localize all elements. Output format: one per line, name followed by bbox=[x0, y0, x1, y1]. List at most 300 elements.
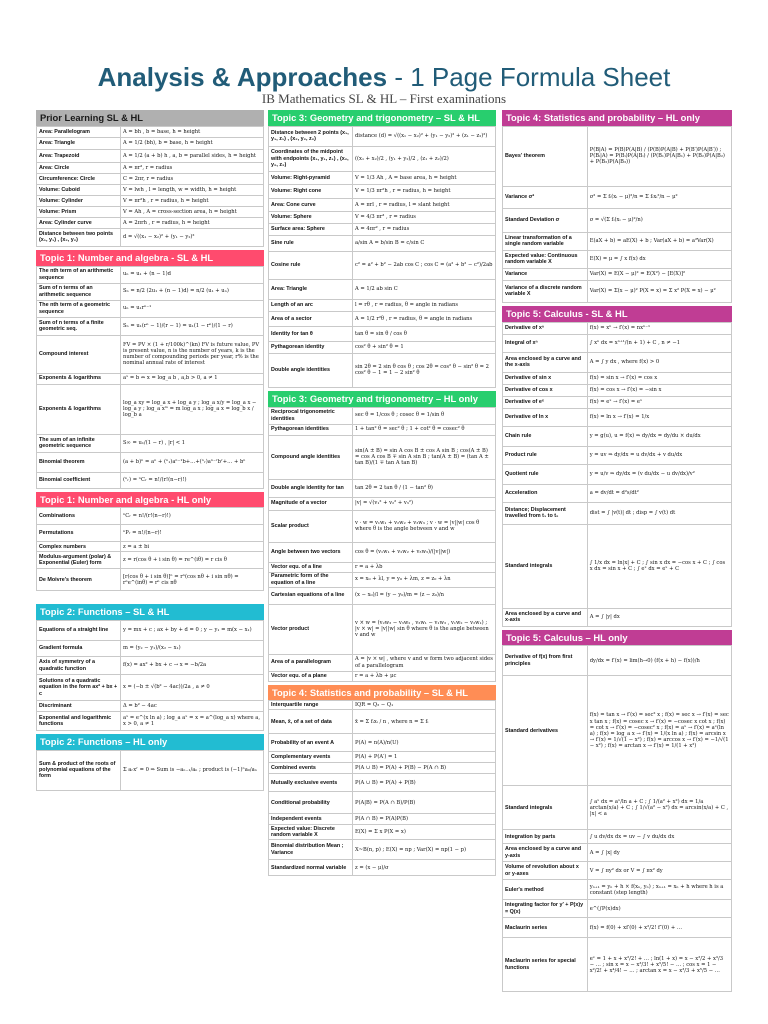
formula-expression: σ² = Σ fᵢ(xᵢ − μ)²/n = Σ fᵢxᵢ²/n − μ² bbox=[587, 186, 731, 208]
section-header: Topic 4: Statistics and probability – HL only bbox=[502, 110, 732, 126]
formula-row bbox=[503, 524, 732, 608]
formula-label: Sine rule bbox=[269, 235, 353, 251]
formula-expression: Sₙ = n/2 (2u₁ + (n − 1)d) = n/2 (u₁ + uₙ) bbox=[120, 283, 263, 300]
formula-row bbox=[269, 814, 496, 825]
formula-row bbox=[37, 508, 264, 525]
formula-expression: v × w = (v₂w₃ − v₃w₂ , v₃w₁ − v₁w₃ , v₁w₂ − v₂w₁) ; |v × w| = |v||w| sin θ where θ is the angle between v and w bbox=[352, 604, 495, 654]
formula-label: De Moivre's theorem bbox=[37, 569, 121, 591]
formula-label: Area enclosed by a curve and the x-axis bbox=[503, 352, 588, 372]
formula-expression: x = (−b ± √(b² − 4ac))/2a , a ≠ 0 bbox=[120, 675, 263, 701]
formula-row bbox=[269, 671, 496, 681]
formula-row bbox=[503, 408, 732, 426]
formula-expression: Sₙ = u₁(rⁿ − 1)/(r − 1) = u₁(1 − rⁿ)/(1 − r) bbox=[120, 317, 263, 335]
section-header: Topic 5: Calculus - SL & HL bbox=[502, 306, 732, 322]
formula-expression: V = ∫ πy² dx or V = ∫ πx² dy bbox=[587, 862, 731, 880]
column-2 bbox=[268, 110, 496, 879]
formula-row bbox=[37, 266, 264, 283]
formula-expression: z = r(cos θ + i sin θ) = re^(iθ) = r cis θ bbox=[120, 552, 263, 569]
formula-row bbox=[37, 162, 264, 173]
formula-table bbox=[268, 126, 496, 388]
formula-label: Variance σ² bbox=[503, 186, 588, 208]
formula-section bbox=[36, 604, 264, 731]
formula-table bbox=[268, 700, 496, 876]
formula-row bbox=[503, 250, 732, 268]
formula-row bbox=[269, 299, 496, 311]
formula-label: Volume of revolution about x or y-axes bbox=[503, 862, 588, 880]
formula-expression: V = 4/3 πr³ , r = radius bbox=[352, 211, 495, 223]
formula-row bbox=[269, 171, 496, 184]
formula-expression: S∞ = u₁/(1 − r) , |r| < 1 bbox=[120, 434, 263, 452]
formula-row bbox=[37, 657, 264, 675]
formula-expression: ((x₁ + x₂)/2 , (y₁ + y₂)/2 , (z₁ + z₂)/2) bbox=[352, 146, 495, 171]
formula-label: Probability of an event A bbox=[269, 734, 353, 752]
formula-section bbox=[268, 685, 496, 877]
formula-row bbox=[269, 424, 496, 435]
formula-label: Exponents & logarithms bbox=[37, 384, 121, 434]
formula-expression: C = 2πr, r = radius bbox=[120, 173, 263, 184]
formula-row bbox=[503, 676, 732, 786]
formula-label: Volume: Sphere bbox=[269, 211, 353, 223]
formula-expression: uₙ = u₁rⁿ⁻¹ bbox=[120, 300, 263, 317]
formula-expression: Var(X) = E(X − μ)² = E(X²) − [E(X)]² bbox=[587, 268, 731, 280]
formula-row bbox=[503, 372, 732, 384]
formula-label: Mean, x̄, of a set of data bbox=[269, 710, 353, 734]
formula-expression: A = 1/2 r²θ , r = radius, θ = angle in radians bbox=[352, 311, 495, 326]
formula-row bbox=[37, 675, 264, 701]
formula-row bbox=[269, 587, 496, 604]
formula-label: Binomial theorem bbox=[37, 452, 121, 472]
formula-label: Interquartile range bbox=[269, 701, 353, 710]
formula-row bbox=[503, 830, 732, 844]
formula-expression: yₙ₊₁ = yₙ + h × f(xₙ, yₙ) ; xₙ₊₁ = xₙ + h where h is a constant (step length) bbox=[587, 880, 731, 900]
formula-row bbox=[503, 938, 732, 992]
formula-row bbox=[37, 569, 264, 591]
formula-expression: A = bh , b = base, h = height bbox=[120, 126, 263, 137]
formula-label: Derivative of cos x bbox=[503, 384, 588, 396]
formula-row bbox=[269, 407, 496, 424]
formula-table bbox=[36, 266, 264, 489]
formula-label: Sum of n terms of a finite geometric seq. bbox=[37, 317, 121, 335]
column-3 bbox=[502, 110, 732, 995]
formula-table bbox=[36, 750, 264, 791]
formula-expression: (x − x₀)/l = (y − y₀)/m = (z − z₀)/n bbox=[352, 587, 495, 604]
formula-row bbox=[37, 525, 264, 542]
formula-row bbox=[269, 497, 496, 510]
formula-expression: P(B|A) = P(B)P(A|B) / (P(B)P(A|B) + P(B′)P(A|B′)) ; P(Bᵢ|A) = P(Bᵢ)P(A|Bᵢ) / (P(B₁)P(A|B₁) + P(B₂)P(A|B₂) + P(B₃)P(A|B₃)) bbox=[587, 126, 731, 186]
formula-row bbox=[269, 223, 496, 235]
formula-row bbox=[269, 734, 496, 752]
formula-expression: tan θ = sin θ / cos θ bbox=[352, 326, 495, 341]
formula-label: The nth term of an arithmetic sequence bbox=[37, 266, 121, 283]
formula-expression: P(A ∪ B) = P(A) + P(B) bbox=[352, 774, 495, 792]
page-title: Analysis & Approaches - 1 Page Formula Sheet bbox=[97, 62, 671, 92]
formula-expression: f(x) = sin x → f′(x) = cos x bbox=[587, 372, 731, 384]
formula-label: Area: Triangle bbox=[37, 137, 121, 149]
formula-expression: f(x) = f(0) + xf′(0) + x²/2! f″(0) + … bbox=[587, 918, 731, 938]
formula-label: Independent events bbox=[269, 814, 353, 825]
formula-row bbox=[37, 621, 264, 641]
formula-expression: v · w = v₁w₁ + v₂w₂ + v₃w₃ ; v · w = |v||w| cos θ where θ is the angle between v and w bbox=[352, 510, 495, 542]
formula-label: Volume: Cylinder bbox=[37, 195, 121, 206]
formula-expression: y = uv ⇒ dy/dx = u dv/dx + v du/dx bbox=[587, 446, 731, 464]
formula-label: Integration by parts bbox=[503, 830, 588, 844]
formula-expression: z = a ± bi bbox=[120, 542, 263, 552]
formula-expression: V = Ah , A = cross-section area, h = height bbox=[120, 206, 263, 217]
formula-row bbox=[503, 608, 732, 626]
formula-table bbox=[502, 126, 732, 303]
formula-expression: cos² θ + sin² θ = 1 bbox=[352, 341, 495, 353]
formula-label: Solutions of a quadratic equation in the form ax² + bx + c bbox=[37, 675, 121, 701]
formula-row bbox=[503, 208, 732, 232]
section-header: Topic 3: Geometry and trigonometry – SL & HL bbox=[268, 110, 496, 126]
formula-row bbox=[269, 825, 496, 840]
formula-row bbox=[269, 198, 496, 211]
formula-row bbox=[269, 860, 496, 876]
formula-label: Volume: Cuboid bbox=[37, 184, 121, 195]
formula-label: Permutations bbox=[37, 525, 121, 542]
formula-row bbox=[269, 126, 496, 146]
formula-row bbox=[503, 446, 732, 464]
formula-label: Standard integrals bbox=[503, 786, 588, 830]
formula-expression: tan 2θ = 2 tan θ / (1 − tan² θ) bbox=[352, 479, 495, 497]
formula-label: The sum of an infinite geometric sequence bbox=[37, 434, 121, 452]
formula-label: Sum & product of the roots of polynomial equations of the form bbox=[37, 750, 121, 790]
formula-expression: 1 + tan² θ = sec² θ ; 1 + cot² θ = cosec² θ bbox=[352, 424, 495, 435]
formula-expression: σ = √(Σ fᵢ(xᵢ − μ)²/n) bbox=[587, 208, 731, 232]
formula-row bbox=[269, 710, 496, 734]
formula-row bbox=[503, 322, 732, 334]
formula-expression: sec θ = 1/cos θ ; cosec θ = 1/sin θ bbox=[352, 407, 495, 424]
formula-expression: A = 4πr² , r = radius bbox=[352, 223, 495, 235]
formula-expression: E(X) = μ = ∫ x f(x) dx bbox=[587, 250, 731, 268]
formula-label: Quotient rule bbox=[503, 464, 588, 484]
formula-row bbox=[269, 435, 496, 479]
formula-expression: A = πr², r = radius bbox=[120, 162, 263, 173]
formula-expression: c² = a² + b² − 2ab cos C ; cos C = (a² + b² − c²)/2ab bbox=[352, 251, 495, 279]
formula-expression: Σ aᵣxʳ = 0 ⇒ Sum is −aₙ₋₁/aₙ ; product is (−1)ⁿa₀/aₙ bbox=[120, 750, 263, 790]
formula-label: Identity for tan θ bbox=[269, 326, 353, 341]
formula-label: Modulus-argument (polar) & Exponential (Euler) form bbox=[37, 552, 121, 569]
formula-expression: distance (d) = √((x₁ − x₂)² + (y₁ − y₂)² + (z₁ − z₂)²) bbox=[352, 126, 495, 146]
formula-label: Binomial distribution Mean ; Variance bbox=[269, 840, 353, 860]
formula-expression: E(X) = Σ x P(X = x) bbox=[352, 825, 495, 840]
formula-label: Exponential and logarithmic functions bbox=[37, 712, 121, 731]
formula-expression: X~B(n, p) ; E(X) = np ; Var(X) = np(1 − p) bbox=[352, 840, 495, 860]
formula-expression: log_a xy = log_a x + log_a y ; log_a x/y = log_a x − log_a y ; log_a xᵐ = m log_a x ; log_a x = log_b x / log_b a bbox=[120, 384, 263, 434]
formula-row bbox=[503, 646, 732, 676]
formula-row bbox=[503, 268, 732, 280]
section-header: Prior Learning SL & HL bbox=[36, 110, 264, 126]
formula-label: Exponents & logarithms bbox=[37, 373, 121, 384]
formula-row bbox=[37, 434, 264, 452]
formula-row bbox=[37, 195, 264, 206]
formula-expression: V = πr²h , r = radius, h = height bbox=[120, 195, 263, 206]
column-1 bbox=[36, 110, 264, 794]
formula-label: Expected value: Discrete random variable X bbox=[269, 825, 353, 840]
formula-label: Standard Deviation σ bbox=[503, 208, 588, 232]
formula-row bbox=[269, 562, 496, 572]
formula-row bbox=[269, 763, 496, 774]
formula-expression: ⁿPᵣ = n!/(n−r)! bbox=[120, 525, 263, 542]
formula-label: Distance between two points (x₁, y₁) , (x₂, y₂) bbox=[37, 228, 121, 246]
formula-label: Standardized normal variable bbox=[269, 860, 353, 876]
formula-row bbox=[503, 900, 732, 918]
formula-table bbox=[502, 645, 732, 992]
formula-row bbox=[269, 353, 496, 387]
formula-expression: FV = PV × (1 + r/100k)^(kn) FV is future value, PV is present value, n is the number of years, k is the number of compounding periods per year, r% is the nominal annual rate of interest bbox=[120, 335, 263, 373]
formula-row bbox=[269, 311, 496, 326]
formula-label: Axis of symmetry of a quadratic function bbox=[37, 657, 121, 675]
formula-label: Volume: Right cone bbox=[269, 184, 353, 198]
formula-expression: eˣ = 1 + x + x²/2! + … ; ln(1 + x) = x − x²/2 + x³/3 − … ; sin x = x − x³/3! + x⁵/5! − … ; cos x = 1 − x²/2! + x⁴/4! − … ; arctan x = x − x³/3 + x⁵/5 − … bbox=[587, 938, 731, 992]
formula-expression: V = lwh , l = length, w = width, h = height bbox=[120, 184, 263, 195]
formula-row bbox=[37, 228, 264, 246]
formula-table bbox=[502, 322, 732, 627]
formula-row bbox=[503, 918, 732, 938]
formula-label: Double angle identities bbox=[269, 353, 353, 387]
formula-row bbox=[269, 654, 496, 671]
formula-expression: A = πrl , r = radius, l = slant height bbox=[352, 198, 495, 211]
formula-row bbox=[37, 184, 264, 195]
formula-label: Cosine rule bbox=[269, 251, 353, 279]
formula-expression: P(A ∩ B) = P(A)P(B) bbox=[352, 814, 495, 825]
formula-label: Chain rule bbox=[503, 426, 588, 446]
formula-expression: f(x) = ln x → f′(x) = 1/x bbox=[587, 408, 731, 426]
formula-label: Equations of a straight line bbox=[37, 621, 121, 641]
formula-label: Area of a parallelogram bbox=[269, 654, 353, 671]
formula-expression: P(A) = n(A)/n(U) bbox=[352, 734, 495, 752]
formula-row bbox=[37, 542, 264, 552]
formula-label: Combinations bbox=[37, 508, 121, 525]
formula-expression: e^(∫P(x)dx) bbox=[587, 900, 731, 918]
formula-expression: A = |v × w| , where v and w form two adjacent sides of a parallelogram bbox=[352, 654, 495, 671]
formula-label: Area enclosed by a curve and y-axis bbox=[503, 844, 588, 862]
formula-label: Magnitude of a vector bbox=[269, 497, 353, 510]
formula-label: Expected value: Continuous random variable X bbox=[503, 250, 588, 268]
formula-row bbox=[503, 484, 732, 502]
formula-label: Derivative of f(x) from first principles bbox=[503, 646, 588, 676]
formula-expression: Δ = b² − 4ac bbox=[120, 701, 263, 712]
formula-row bbox=[269, 542, 496, 562]
formula-label: Area: Trapezoid bbox=[37, 149, 121, 162]
formula-expression: (ⁿᵣ) = ⁿCᵣ = n!/(r!(n−r)!) bbox=[120, 472, 263, 488]
formula-expression: f(x) = ax² + bx + c → x = −b/2a bbox=[120, 657, 263, 675]
formula-section bbox=[502, 630, 732, 993]
formula-label: Compound angle identities bbox=[269, 435, 353, 479]
formula-row bbox=[37, 300, 264, 317]
formula-label: The nth term of a geometric sequence bbox=[37, 300, 121, 317]
formula-expression: A = 1/2 ab sin C bbox=[352, 279, 495, 299]
formula-expression: l = rθ , r = radius, θ = angle in radians bbox=[352, 299, 495, 311]
formula-expression: f(x) = eˣ → f′(x) = eˣ bbox=[587, 396, 731, 408]
formula-label: Complex numbers bbox=[37, 542, 121, 552]
formula-expression: P(A ∪ B) = P(A) + P(B) − P(A ∩ B) bbox=[352, 763, 495, 774]
formula-expression: ∫ xⁿ dx = xⁿ⁺¹/(n + 1) + C , n ≠ −1 bbox=[587, 334, 731, 352]
formula-expression: y = g(u), u = f(x) ⇒ dy/dx = dy/du × du/dx bbox=[587, 426, 731, 446]
formula-expression: IQR = Q₃ − Q₁ bbox=[352, 701, 495, 710]
page-subtitle: IB Mathematics SL & HL – First examinations bbox=[261, 91, 507, 106]
formula-label: Coordinates of the midpoint with endpoints (x₁, y₁, z₁) , (x₂, y₂, z₂) bbox=[269, 146, 353, 171]
formula-table bbox=[268, 407, 496, 682]
section-header: Topic 1: Number and algebra - HL only bbox=[36, 492, 264, 508]
formula-section bbox=[36, 734, 264, 791]
formula-label: Integrating factor for y′ + P(x)y = Q(x) bbox=[503, 900, 588, 918]
formula-row bbox=[37, 335, 264, 373]
formula-row bbox=[269, 235, 496, 251]
formula-label: Scalar product bbox=[269, 510, 353, 542]
formula-label: Standard derivatives bbox=[503, 676, 588, 786]
section-header: Topic 2: Functions – SL & HL bbox=[36, 604, 264, 620]
formula-row bbox=[503, 232, 732, 250]
formula-label: Area: Triangle bbox=[269, 279, 353, 299]
section-header: Topic 2: Functions – HL only bbox=[36, 734, 264, 750]
formula-expression: x̄ = Σ fᵢxᵢ / n , where n = Σ fᵢ bbox=[352, 710, 495, 734]
formula-label: Circumference: Circle bbox=[37, 173, 121, 184]
formula-expression: dy/dx = f′(x) = lim(h→0) (f(x + h) − f(x))/h bbox=[587, 646, 731, 676]
formula-label: Angle between two vectors bbox=[269, 542, 353, 562]
formula-row bbox=[503, 384, 732, 396]
formula-label: Complementary events bbox=[269, 752, 353, 763]
formula-table bbox=[36, 507, 264, 591]
formula-row bbox=[269, 701, 496, 710]
formula-label: Euler's method bbox=[503, 880, 588, 900]
formula-label: Derivative of ln x bbox=[503, 408, 588, 426]
formula-row bbox=[269, 752, 496, 763]
formula-label: Pythagorean identities bbox=[269, 424, 353, 435]
formula-expression: cos θ = (v₁w₁ + v₂w₂ + v₃w₃)/(|v||w|) bbox=[352, 542, 495, 562]
formula-row bbox=[503, 880, 732, 900]
formula-row bbox=[503, 862, 732, 880]
formula-expression: P(A) + P(A′) = 1 bbox=[352, 752, 495, 763]
formula-expression: d = √((x₁ − x₂)² + (y₁ − y₂)² bbox=[120, 228, 263, 246]
formula-expression: A = ∫ y dx , where f(x) > 0 bbox=[587, 352, 731, 372]
formula-expression: r = a + λb + μc bbox=[352, 671, 495, 681]
formula-section bbox=[36, 250, 264, 489]
formula-expression: a = dv/dt = d²s/dt² bbox=[587, 484, 731, 502]
formula-row bbox=[503, 126, 732, 186]
formula-row bbox=[269, 510, 496, 542]
formula-row bbox=[269, 479, 496, 497]
formula-row bbox=[37, 126, 264, 137]
formula-row bbox=[37, 149, 264, 162]
formula-expression: A = 2πrh , r = radius, h = height bbox=[120, 217, 263, 228]
formula-expression: z = (x − μ)/σ bbox=[352, 860, 495, 876]
formula-table bbox=[36, 126, 264, 247]
formula-label: Length of an arc bbox=[269, 299, 353, 311]
formula-row bbox=[503, 280, 732, 302]
formula-row bbox=[269, 279, 496, 299]
formula-label: Variance of a discrete random variable X bbox=[503, 280, 588, 302]
formula-section bbox=[502, 306, 732, 627]
formula-row bbox=[503, 426, 732, 446]
formula-expression: f(x) = tan x → f′(x) = sec² x ; f(x) = sec x → f′(x) = sec x tan x ; f(x) = cosec x → f′(x) = −cosec x cot x ; f(x) = cot x → f′(x) = −cosec² x ; f(x) = aˣ → f′(x) = aˣ(ln a) ; f(x) = log_a x → f′(x) = 1/(x ln a) ; f(x) = arcsin x → f′(x) = 1/√(1 − x²) ; f(x) = arccos x → f′(x) = −1/√(1 − x²) ; f(x) = arctan x → f′(x) = 1/(1 + x²) bbox=[587, 676, 731, 786]
formula-expression: V = 1/3 πr²h , r = radius, h = height bbox=[352, 184, 495, 198]
formula-label: Double angle identity for tan bbox=[269, 479, 353, 497]
formula-expression: ∫ aˣ dx = aˣ/ln a + C ; ∫ 1/(a² + x²) dx = 1/a arctan(x/a) + C ; ∫ 1/√(a² − x²) dx = arcsin(x/a) + C , |x| < a bbox=[587, 786, 731, 830]
formula-row bbox=[269, 211, 496, 223]
formula-label: Area of a sector bbox=[269, 311, 353, 326]
formula-row bbox=[37, 750, 264, 790]
formula-label: Reciprocal trigonometric identities bbox=[269, 407, 353, 424]
formula-row bbox=[269, 792, 496, 814]
formula-expression: A = ∫ |x| dy bbox=[587, 844, 731, 862]
formula-label: Conditional probability bbox=[269, 792, 353, 814]
formula-label: Area: Circle bbox=[37, 162, 121, 173]
formula-expression: r = a + λb bbox=[352, 562, 495, 572]
formula-expression: Var(X) = Σ(x − μ)² P(X = x) = Σ x² P(X = x) − μ² bbox=[587, 280, 731, 302]
formula-row bbox=[37, 472, 264, 488]
formula-row bbox=[269, 341, 496, 353]
formula-label: Binomial coefficient bbox=[37, 472, 121, 488]
formula-row bbox=[503, 352, 732, 372]
formula-label: Area: Cylinder curve bbox=[37, 217, 121, 228]
formula-expression: [r(cos θ + i sin θ)]ⁿ = rⁿ(cos nθ + i sin nθ) = rⁿe^(inθ) = rⁿ cis nθ bbox=[120, 569, 263, 591]
formula-expression: uₙ = u₁ + (n − 1)d bbox=[120, 266, 263, 283]
formula-label: Gradient formula bbox=[37, 641, 121, 657]
formula-label: Maclaurin series bbox=[503, 918, 588, 938]
formula-expression: E(aX + b) = aE(X) + b ; Var(aX + b) = a²Var(X) bbox=[587, 232, 731, 250]
formula-label: Distance; Displacement travelled from t₁ to t₂ bbox=[503, 502, 588, 524]
formula-label: Linear transformation of a single random variable bbox=[503, 232, 588, 250]
formula-expression: A = 1/2 (bh), b = base, h = height bbox=[120, 137, 263, 149]
formula-row bbox=[269, 326, 496, 341]
formula-row bbox=[269, 572, 496, 587]
formula-row bbox=[37, 206, 264, 217]
formula-expression: f(x) = xⁿ → f′(x) = nxⁿ⁻¹ bbox=[587, 322, 731, 334]
formula-label: Mutually exclusive events bbox=[269, 774, 353, 792]
formula-row bbox=[269, 146, 496, 171]
formula-label: Derivative of xⁿ bbox=[503, 322, 588, 334]
formula-row bbox=[37, 173, 264, 184]
formula-row bbox=[269, 184, 496, 198]
formula-row bbox=[269, 251, 496, 279]
formula-row bbox=[37, 452, 264, 472]
section-header: Topic 4: Statistics and probability – SL & HL bbox=[268, 685, 496, 701]
formula-label: Product rule bbox=[503, 446, 588, 464]
formula-row bbox=[503, 464, 732, 484]
section-header: Topic 5: Calculus – HL only bbox=[502, 630, 732, 646]
formula-label: Integral of xⁿ bbox=[503, 334, 588, 352]
formula-label: Distance between 2 points (x₁, y₁, z₁) , (x₂, y₂, z₂) bbox=[269, 126, 353, 146]
formula-label: Sum of n terms of an arithmetic sequence bbox=[37, 283, 121, 300]
formula-section bbox=[268, 391, 496, 682]
formula-row bbox=[37, 712, 264, 731]
formula-expression: f(x) = cos x → f′(x) = −sin x bbox=[587, 384, 731, 396]
formula-label: Compound interest bbox=[37, 335, 121, 373]
formula-row bbox=[37, 373, 264, 384]
formula-row bbox=[269, 840, 496, 860]
formula-row bbox=[269, 774, 496, 792]
formula-label: Area enclosed by a curve and x-axis bbox=[503, 608, 588, 626]
formula-label: Maclaurin series for special functions bbox=[503, 938, 588, 992]
formula-label: Derivative of eˣ bbox=[503, 396, 588, 408]
section-header: Topic 3: Geometry and trigonometry – HL only bbox=[268, 391, 496, 407]
formula-label: Combined events bbox=[269, 763, 353, 774]
formula-expression: (a + b)ⁿ = aⁿ + (ⁿ₁)aⁿ⁻¹b+…+(ⁿᵣ)aⁿ⁻ʳbʳ+… + bⁿ bbox=[120, 452, 263, 472]
formula-row bbox=[503, 396, 732, 408]
formula-label: Variance bbox=[503, 268, 588, 280]
formula-expression: a/sin A = b/sin B = c/sin C bbox=[352, 235, 495, 251]
formula-expression: y = mx + c ; ax + by + d = 0 ; y − y₁ = m(x − x₁) bbox=[120, 621, 263, 641]
formula-label: Standard integrals bbox=[503, 524, 588, 608]
formula-expression: P(A|B) = P(A ∩ B)/P(B) bbox=[352, 792, 495, 814]
formula-row bbox=[503, 502, 732, 524]
section-header: Topic 1: Number and algebra - SL & HL bbox=[36, 250, 264, 266]
formula-row bbox=[37, 641, 264, 657]
formula-row bbox=[503, 334, 732, 352]
formula-label: Derivative of sin x bbox=[503, 372, 588, 384]
formula-expression: sin 2θ = 2 sin θ cos θ ; cos 2θ = cos² θ − sin² θ = 2 cos² θ − 1 = 1 − 2 sin² θ bbox=[352, 353, 495, 387]
